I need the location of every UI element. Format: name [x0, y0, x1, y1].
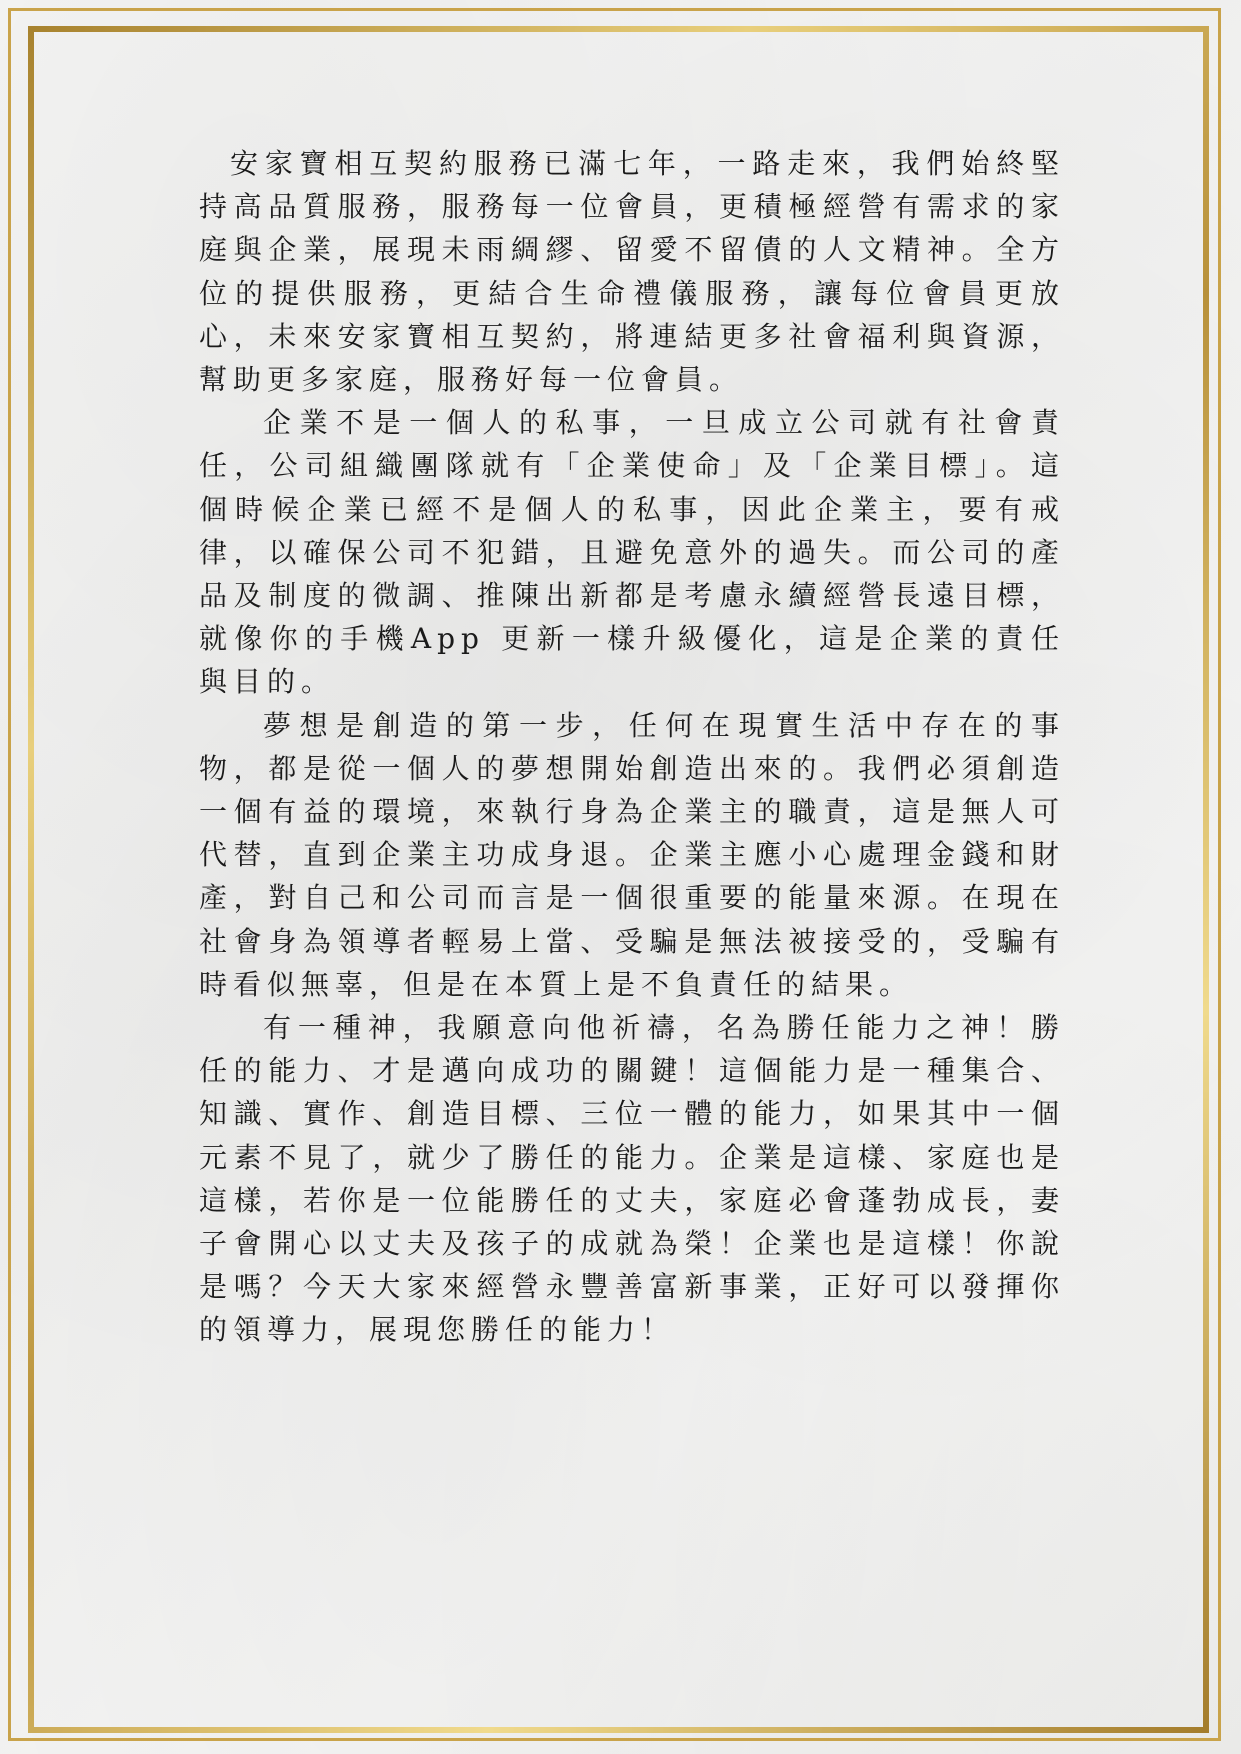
paragraph-1: 安家寶相互契約服務已滿七年，一路走來，我們始終堅持高品質服務，服務每一位會員，更積極經營有需求的家庭與企業，展現未雨綢繆、留愛不留債的人文精神。全方位的提供服務，更結合生命禮儀服務，讓每位會員更放心，未來安家寶相互契約，將連結更多社會福利與資源，幫助更多家庭，服務好每一位會員。	[199, 147, 1065, 397]
document-body	[199, 142, 1065, 1352]
paragraph-2: 企業不是一個人的私事，一旦成立公司就有社會責任，公司組織團隊就有「企業使命」及「企業目標」。這個時候企業已經不是個人的私事，因此企業主，要有戒律，以確保公司不犯錯，且避免意外的過失。而公司的產品及制度的微調、推陳出新都是考慮永續經營長遠目標，就像你的手機App 更新一樣升級優化，這是企業的責任與目的。	[199, 406, 1065, 699]
paragraph-3: 夢想是創造的第一步，任何在現實生活中存在的事物，都是從一個人的夢想開始創造出來的。我們必須創造一個有益的環境，來執行身為企業主的職責，這是無人可代替，直到企業主功成身退。企業主應小心處理金錢和財產，對自己和公司而言是一個很重要的能量來源。在現在社會身為領導者輕易上當、受騙是無法被接受的，受騙有時看似無辜，但是在本質上是不負責任的結果。	[199, 708, 1065, 1001]
paragraph-4: 有一種神，我願意向他祈禱，名為勝任能力之神！勝任的能力、才是邁向成功的關鍵！這個能力是一種集合、知識、實作、創造目標、三位一體的能力，如果其中一個元素不見了，就少了勝任的能力。企業是這樣、家庭也是這樣，若你是一位能勝任的丈夫，家庭必會蓬勃成長，妻子會開心以丈夫及孩子的成就為榮！企業也是這樣！你說是嗎？今天大家來經營永豐善富新事業，正好可以發揮你的領導力，展現您勝任的能力！	[199, 1011, 1065, 1347]
